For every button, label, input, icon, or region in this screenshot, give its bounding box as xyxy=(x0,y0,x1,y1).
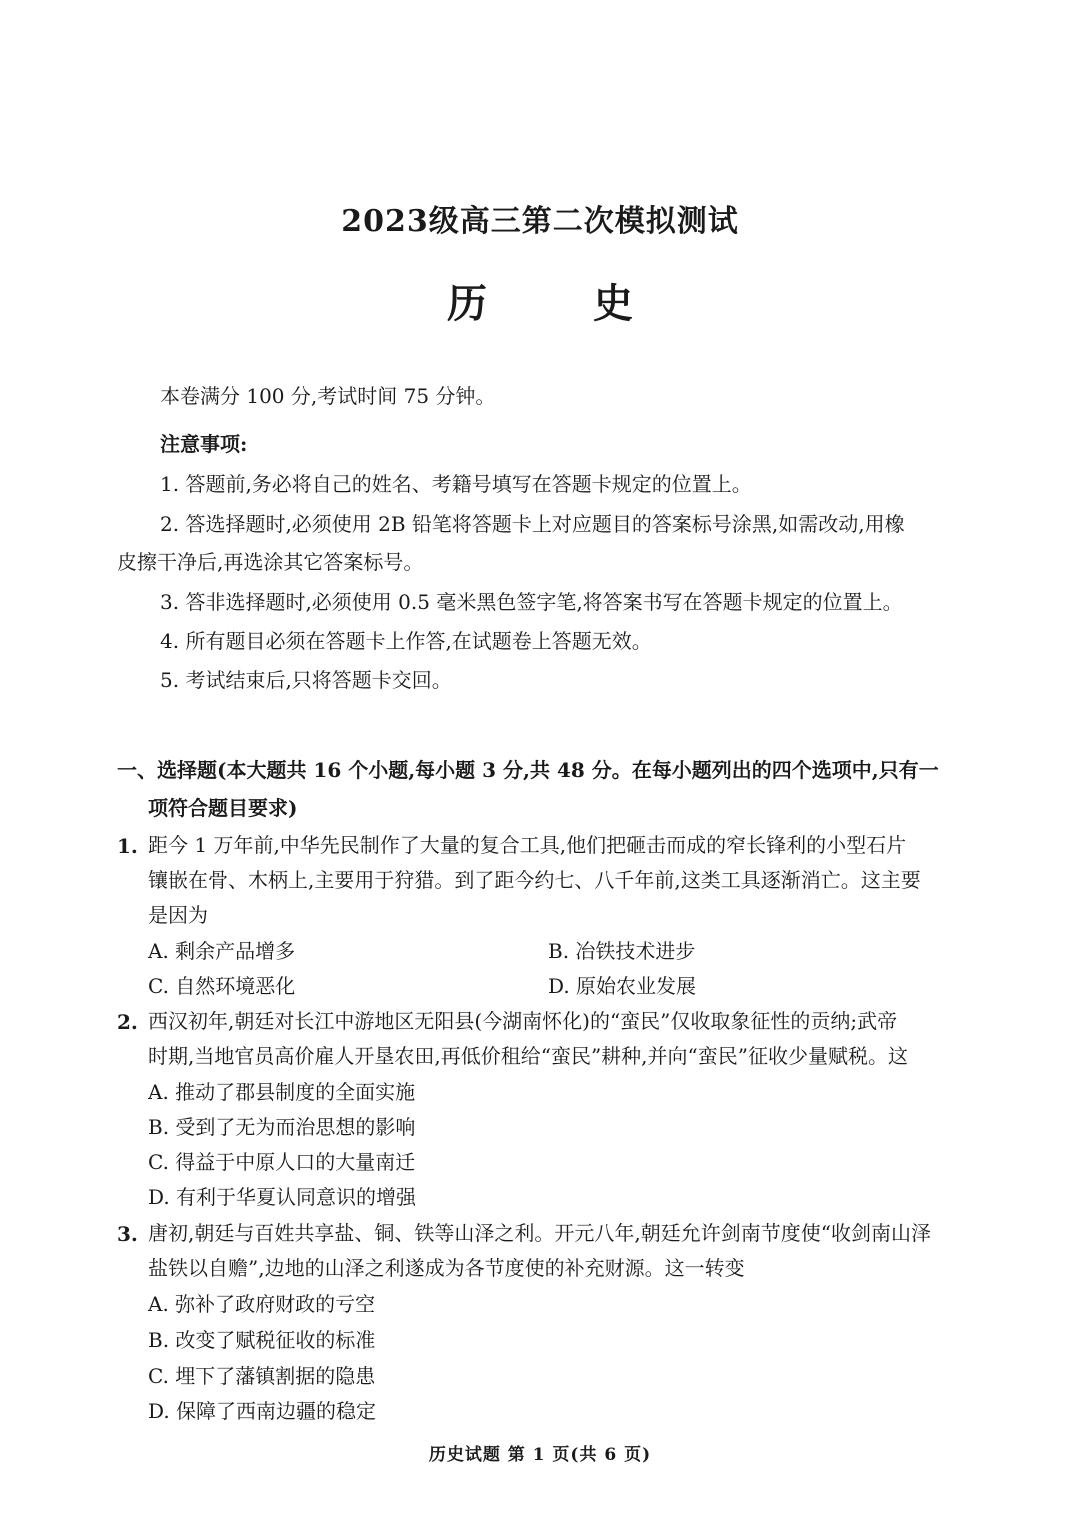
subject-title: 历 史 xyxy=(447,280,679,327)
question-text xyxy=(148,1216,968,1286)
page-footer: 历史试题 第 1 页(共 6 页) xyxy=(428,1445,652,1465)
notice-item: 3. 答非选择题时,必须使用 0.5 毫米黑色签字笔,将答案书写在答题卡规定的位置上。 xyxy=(160,590,903,614)
option-d[interactable]: D. 原始农业发展 xyxy=(548,974,697,998)
notice-heading: 注意事项: xyxy=(160,432,248,456)
question-number: 1. xyxy=(117,834,138,858)
question-text xyxy=(148,1004,968,1074)
notice-item: 5. 考试结束后,只将答题卡交回。 xyxy=(160,668,452,692)
question-line: 镶嵌在骨、木柄上,主要用于狩猎。到了距今约七、八千年前,这类工具逐渐消亡。这主要 xyxy=(148,868,921,892)
section-heading-cont: 项符合题目要求) xyxy=(148,796,298,820)
notice-item: 1. 答题前,务必将自己的姓名、考籍号填写在答题卡规定的位置上。 xyxy=(160,472,752,496)
option-d[interactable]: D. 有利于华夏认同意识的增强 xyxy=(148,1185,417,1209)
option-c[interactable]: C. 埋下了藩镇割据的隐患 xyxy=(148,1364,376,1388)
option-b[interactable]: B. 改变了赋税征收的标准 xyxy=(148,1328,376,1352)
option-a[interactable]: A. 推动了郡县制度的全面实施 xyxy=(148,1080,416,1104)
option-d[interactable]: D. 保障了西南边疆的稳定 xyxy=(148,1399,377,1423)
question-text xyxy=(148,828,968,933)
section-heading: 一、选择题(本大题共 16 个小题,每小题 3 分,共 48 分。在每小题列出的四个选项中,只有一 xyxy=(117,758,939,782)
option-c[interactable]: C. 自然环境恶化 xyxy=(148,974,296,998)
question-line: 是因为 xyxy=(148,903,208,927)
question-line: 盐铁以自赡”,边地的山泽之利遂成为各节度使的补充财源。这一转变 xyxy=(148,1256,745,1280)
option-b[interactable]: B. 冶铁技术进步 xyxy=(548,939,696,963)
question-number: 2. xyxy=(117,1010,138,1034)
notice-item: 皮擦干净后,再选涂其它答案标号。 xyxy=(117,550,424,574)
exam-title: 2023级高三第二次模拟测试 xyxy=(341,204,739,239)
option-a[interactable]: A. 剩余产品增多 xyxy=(148,939,296,963)
notice-item: 4. 所有题目必须在答题卡上作答,在试题卷上答题无效。 xyxy=(160,629,652,653)
question-number: 3. xyxy=(117,1222,138,1246)
question-line: 时期,当地官员高价雇人开垦农田,再低价租给“蛮民”耕种,并向“蛮民”征收少量赋税。这 xyxy=(148,1044,908,1068)
question-line: 西汉初年,朝廷对长江中游地区无阳县(今湖南怀化)的“蛮民”仅收取象征性的贡纳;武帝 xyxy=(148,1009,898,1033)
exam-intro: 本卷满分 100 分,考试时间 75 分钟。 xyxy=(160,384,496,408)
option-a[interactable]: A. 弥补了政府财政的亏空 xyxy=(148,1292,376,1316)
option-c[interactable]: C. 得益于中原人口的大量南迁 xyxy=(148,1150,416,1174)
question-line: 唐初,朝廷与百姓共享盐、铜、铁等山泽之利。开元八年,朝廷允许剑南节度使“收剑南山泽 xyxy=(148,1221,931,1245)
notice-item: 2. 答选择题时,必须使用 2B 铅笔将答题卡上对应题目的答案标号涂黑,如需改动,用橡 xyxy=(160,512,905,536)
question-line: 距今 1 万年前,中华先民制作了大量的复合工具,他们把砸击而成的窄长锋利的小型石片 xyxy=(148,833,907,857)
option-b[interactable]: B. 受到了无为而治思想的影响 xyxy=(148,1115,416,1139)
